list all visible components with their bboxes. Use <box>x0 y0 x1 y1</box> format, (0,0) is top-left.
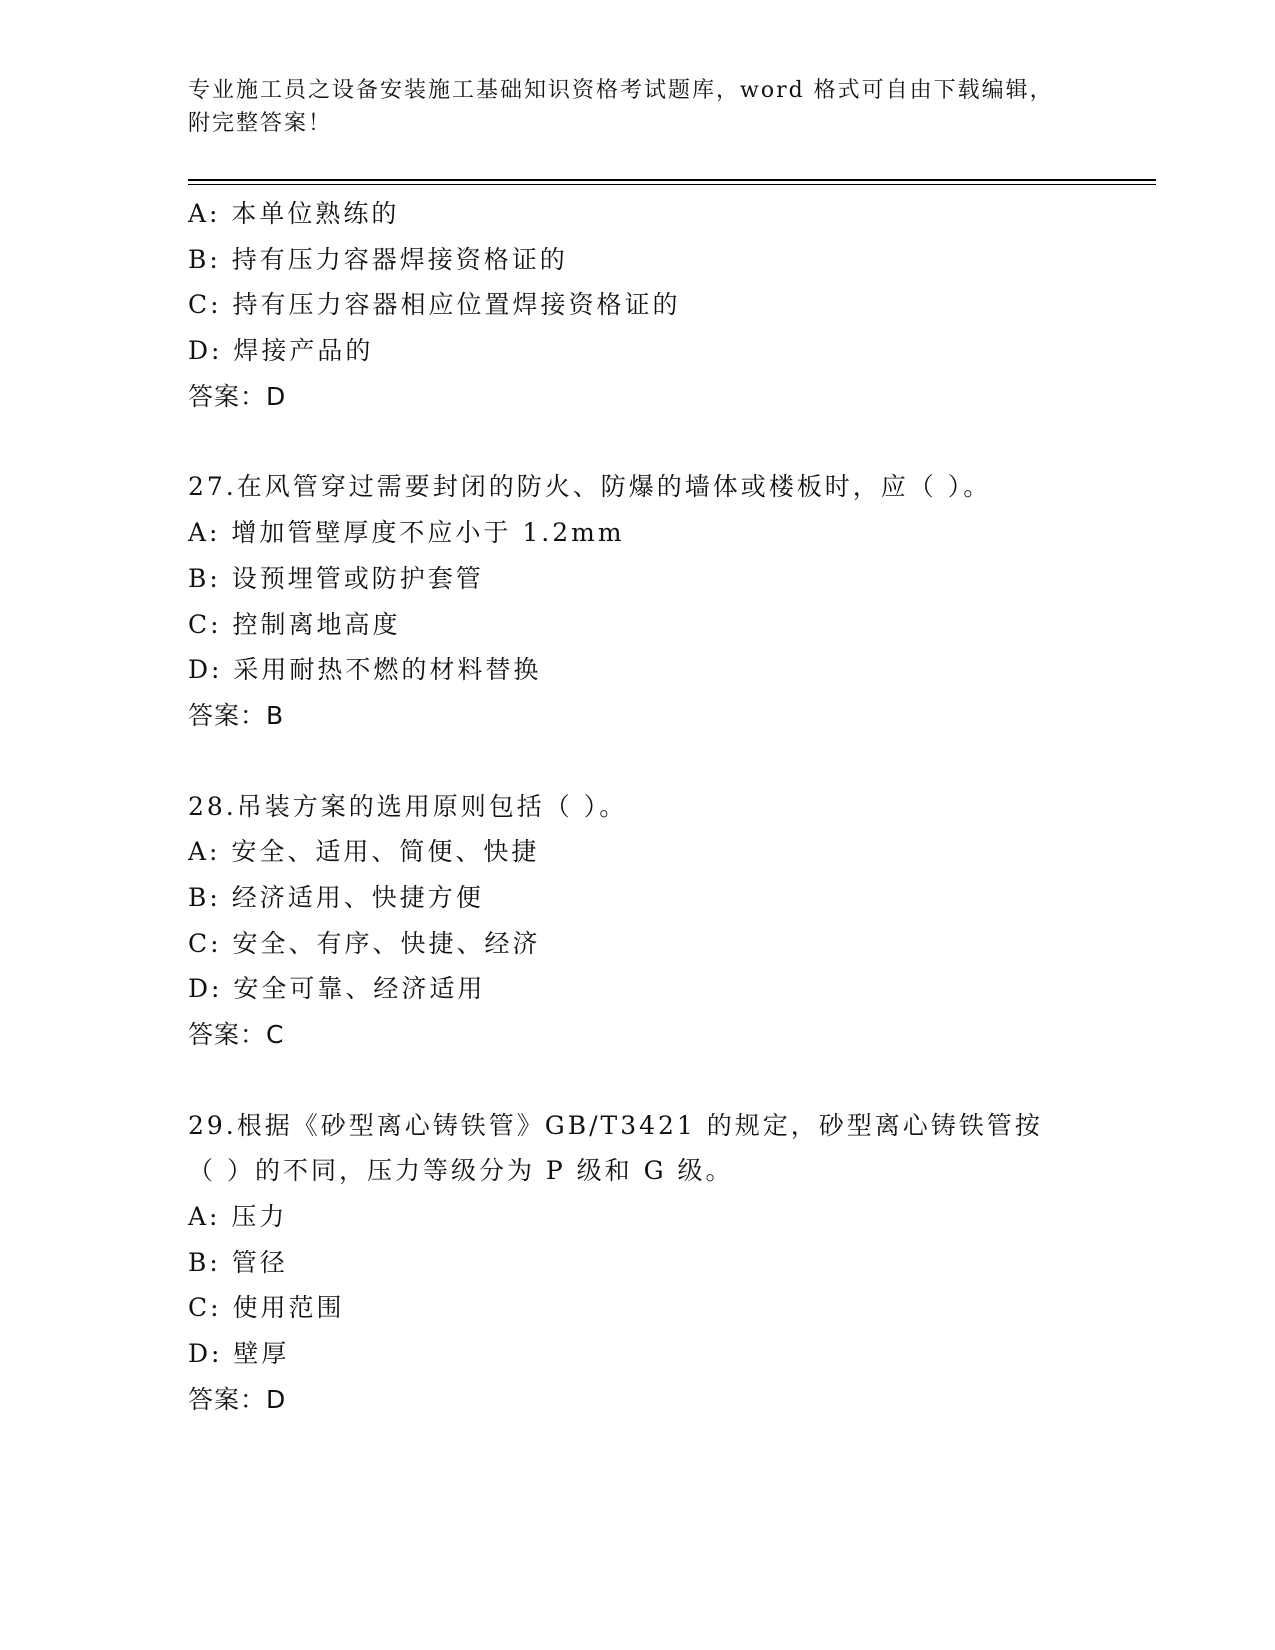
question-text: 27.在风管穿过需要封闭的防火、防爆的墙体或楼板时，应（ ）。 <box>188 472 992 502</box>
question-block <box>188 784 1068 1058</box>
option-c: C: 持有压力容器相应位置焊接资格证的 <box>188 290 681 320</box>
option-b: B: 设预埋管或防护套管 <box>188 563 484 593</box>
header-divider-thick <box>188 179 1156 181</box>
answer-line: 答案：B <box>188 700 285 730</box>
option-a: A: 增加管壁厚度不应小于 1.2mm <box>188 518 625 548</box>
question-text: 28.吊装方案的选用原则包括（ ）。 <box>188 791 628 821</box>
option-c: C: 安全、有序、快捷、经济 <box>188 928 541 958</box>
option-d: D: 安全可靠、经济适用 <box>188 974 486 1004</box>
option-b: B: 经济适用、快捷方便 <box>188 882 484 912</box>
answer-line: 答案：C <box>188 1020 285 1049</box>
option-c: C: 使用范围 <box>188 1293 345 1323</box>
option-b: B: 持有压力容器焊接资格证的 <box>188 244 568 274</box>
block-spacer <box>188 1058 1068 1103</box>
document-header <box>188 74 1068 140</box>
option-b: B: 管径 <box>188 1247 288 1277</box>
option-c: C: 控制离地高度 <box>188 609 401 639</box>
option-a: A: 安全、适用、简便、快捷 <box>188 837 540 867</box>
question-block <box>188 191 1068 419</box>
answer-line: 答案：D <box>188 1384 287 1414</box>
option-d: D: 采用耐热不燃的材料替换 <box>188 655 542 685</box>
question-text: 29.根据《砂型离心铸铁管》GB/T3421 的规定，砂型离心铸铁管按（ ）的不同，压力等级分为 P 级和 G 级。 <box>188 1110 1043 1186</box>
header-line-2: 附完整答案！ <box>188 111 333 136</box>
header-divider-thin <box>188 184 1156 185</box>
question-block <box>188 1103 1068 1423</box>
question-list <box>188 191 1068 1423</box>
block-spacer <box>188 739 1068 784</box>
option-a: A: 本单位熟练的 <box>188 199 400 228</box>
option-d: D: 焊接产品的 <box>188 336 374 366</box>
option-d: D: 壁厚 <box>188 1339 290 1369</box>
question-block <box>188 464 1068 738</box>
header-line-1: 专业施工员之设备安装施工基础知识资格考试题库，word 格式可自由下载编辑， <box>188 78 1054 103</box>
block-spacer <box>188 419 1068 464</box>
answer-line: 答案：D <box>188 381 287 411</box>
option-a: A: 压力 <box>188 1202 288 1232</box>
